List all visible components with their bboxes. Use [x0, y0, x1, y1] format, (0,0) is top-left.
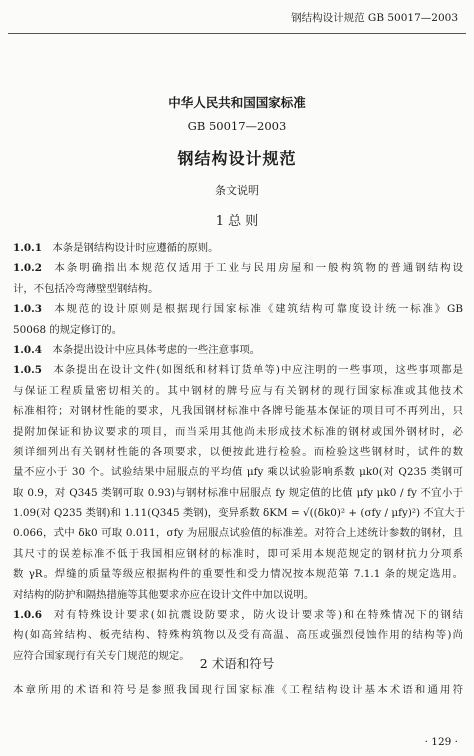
line-text: 对结构的防护和隔热措施等其他要求亦应在设计文件中加以说明。: [13, 588, 315, 601]
text-line: [13, 523, 463, 543]
document-subtitle: 条文说明: [215, 184, 259, 197]
text-line: [13, 544, 463, 564]
line-text: 本章所用的术语和符号是参照我国现行国家标准《工程结构设计基本术语和通用符: [13, 684, 463, 696]
text-line: [13, 503, 463, 523]
text-line: [13, 340, 463, 360]
clause-number: 1.0.1: [13, 242, 42, 254]
text-line: [13, 625, 463, 645]
text-line: [13, 680, 463, 700]
chapter-2-heading: 2 术语和符号: [199, 656, 275, 671]
line-text: 本条明确指出本规范仅适用于工业与民用房屋和一般构筑物的普通钢结构设: [52, 262, 463, 275]
text-line: [13, 462, 463, 482]
line-text: 0.066，式中 δk0 可取 0.011，σfy 为屈服点试验值的标准差。对符合上述统计参数的钢材，且: [13, 527, 463, 540]
header-rule: [8, 33, 466, 34]
text-line: [13, 422, 463, 442]
running-header: 钢结构设计规范 GB 50017—2003: [291, 12, 458, 24]
clause-number: 1.0.4: [13, 343, 42, 356]
text-line: [13, 360, 463, 380]
text-line: [13, 401, 463, 421]
text-line: [13, 442, 463, 462]
line-text: 对有特殊设计要求(如抗震设防要求，防火设计要求等)和在特殊情况下的钢结: [52, 609, 463, 622]
line-text: 本条提出在设计文件(如图纸和材料订货单等)中应注明的一些事项，这些事项都是: [52, 364, 463, 377]
text-line: [13, 564, 463, 584]
chapter-1-heading: 1 总 则: [215, 214, 259, 229]
text-line: [13, 238, 463, 258]
text-line: [13, 320, 463, 340]
standard-title: 中华人民共和国国家标准: [168, 95, 306, 110]
line-text: 与保证工程质量密切相关的。其中钢材的牌号应与有关钢材的现行国家标准或其他技术: [13, 384, 463, 397]
clause-number: 1.0.2: [13, 262, 42, 275]
line-text: 1.09(对 Q235 类钢)和 1.11(Q345 类钢)，变异系数 δKM = √((δk0)² + (σfy / μfy)²) 不宜大于: [13, 507, 465, 520]
line-text: 标准相符；对钢材性能的要求，凡我国钢材标准中各牌号能基本保证的项目可不再列出，只: [13, 405, 463, 418]
line-text: 本规范的设计原则是根据现行国家标准《建筑结构可靠度设计统一标准》GB: [52, 303, 463, 316]
chapter-1-body: [13, 238, 463, 666]
line-text: 须详细列出有关钢材性能的各项要求，以便按此进行检验。而检验这些钢材时，试件的数: [13, 445, 463, 458]
line-text: 取 0.9，对 Q345 类钢可取 0.93)与钢材标准中屈服点 fy 规定值的比值 μfy μk0 / fy 不宜小于: [13, 486, 463, 499]
text-line: [13, 605, 463, 625]
line-text: 提附加保证和协议要求的项目，而当采用其他尚未形成技术标准的钢材或国外钢材时，必: [13, 425, 463, 438]
page-number: · 129 ·: [424, 736, 458, 748]
line-text: 构(如高耸结构、板壳结构、特殊构筑物以及受有高温、高压或强烈侵蚀作用的结构等)尚: [13, 629, 463, 642]
line-text: 数 γR。焊缝的质量等级应根据构件的重要性和受力情况按本规范第 7.1.1 条的规定选用。: [13, 568, 463, 581]
line-text: 计，不包括冷弯薄壁型钢结构。: [13, 282, 159, 295]
clause-number: 1.0.5: [13, 364, 42, 377]
clause-number: 1.0.6: [13, 609, 42, 622]
text-line: [13, 585, 463, 605]
document-title: 钢结构设计规范: [177, 149, 297, 168]
line-text: 本条提出设计中应具体考虑的一些注意事项。: [52, 343, 261, 356]
chapter-2-body: [13, 680, 463, 700]
text-line: [13, 381, 463, 401]
text-line: [13, 279, 463, 299]
line-text: 量不应小于 30 个。试验结果中屈服点的平均值 μfy 乘以试验影响系数 μk0(对 Q235 类钢可: [13, 466, 463, 479]
line-text: 应符合国家现行有关专门规范的规定。: [13, 649, 190, 662]
text-line: [13, 258, 463, 278]
text-line: [13, 299, 463, 319]
clause-number: 1.0.3: [13, 303, 42, 316]
line-text: 本条是钢结构设计时应遵循的原则。: [52, 242, 219, 254]
line-text: 50068 的规定修订的。: [13, 323, 123, 336]
text-line: [13, 483, 463, 503]
line-text: 其尺寸的误差标准不低于我国相应钢材的标准时，即可采用本规范规定的钢材抗力分项系: [13, 547, 463, 560]
standard-number: GB 50017—2003: [187, 119, 287, 133]
